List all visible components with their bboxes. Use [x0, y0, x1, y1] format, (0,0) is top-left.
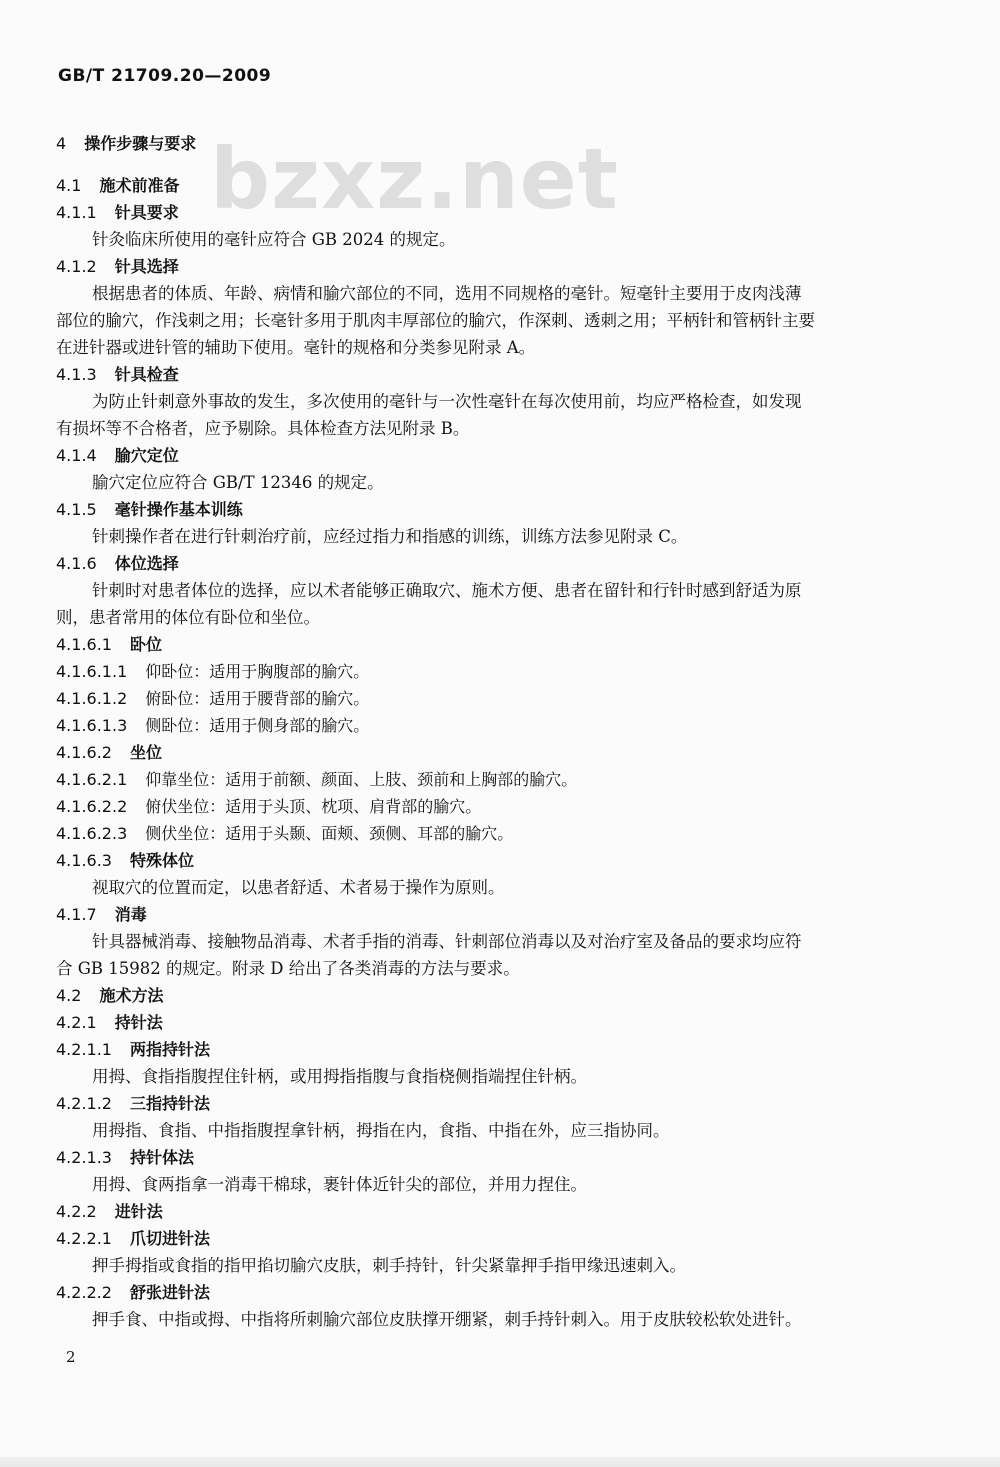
- paragraph-line: 针灸临床所使用的毫针应符合 GB 2024 的规定。: [92, 230, 456, 249]
- item-text: 俯卧位：适用于腰背部的腧穴。: [145, 689, 370, 708]
- paragraph-line: 针具器械消毒、接触物品消毒、术者手指的消毒、针刺部位消毒以及对治疗室及备品的要求均应符: [92, 932, 802, 951]
- section-heading-4-2-1-3: [56, 1145, 942, 1171]
- section-number: 4.2: [56, 986, 82, 1005]
- section-number: 4.1: [56, 176, 82, 195]
- section-number: 4.2.2.2: [56, 1283, 112, 1302]
- section-title: 针具要求: [114, 203, 179, 222]
- list-item: [56, 713, 942, 739]
- page-number: 2: [66, 1348, 76, 1366]
- section-number: 4.2.1.2: [56, 1094, 112, 1113]
- paragraph-line: 针刺操作者在进行针刺治疗前，应经过指力和指感的训练，训练方法参见附录 C。: [92, 527, 688, 546]
- section-title: 腧穴定位: [114, 446, 179, 465]
- paragraph-line: 腧穴定位应符合 GB/T 12346 的规定。: [92, 473, 384, 492]
- list-item: [56, 767, 942, 793]
- list-item: [56, 686, 942, 712]
- item-text: 侧卧位：适用于侧身部的腧穴。: [145, 716, 370, 735]
- paragraph-line: 押手食、中指或拇、中指将所刺腧穴部位皮肤撑开绷紧，刺手持针刺入。用于皮肤较松软处进针。: [92, 1310, 802, 1329]
- paragraph-line: 部位的腧穴，作浅刺之用；长毫针多用于肌肉丰厚部位的腧穴，作深刺、透刺之用；平柄针和管柄针主要: [56, 311, 815, 330]
- list-item: [56, 794, 942, 820]
- section-number: 4.2.2.1: [56, 1229, 112, 1248]
- section-title: 持针法: [114, 1013, 163, 1032]
- section-number: 4.1.6.1: [56, 635, 112, 654]
- paragraph-line: 则，患者常用的体位有卧位和坐位。: [56, 608, 320, 627]
- paragraph-line: 有损坏等不合格者，应予剔除。具体检查方法见附录 B。: [56, 419, 470, 438]
- section-heading-4-1-6-1: [56, 632, 942, 658]
- item-number: 4.1.6.2.1: [56, 770, 128, 789]
- section-title: 特殊体位: [129, 851, 194, 870]
- section-number: 4.1.4: [56, 446, 97, 465]
- section-title: 施术前准备: [99, 176, 180, 195]
- item-text: 仰卧位：适用于胸腹部的腧穴。: [145, 662, 370, 681]
- paragraph-line: 为防止针刺意外事故的发生，多次使用的毫针与一次性毫针在每次使用前，均应严格检查，如发现: [92, 392, 802, 411]
- section-number: 4.2.1.1: [56, 1040, 112, 1059]
- section-title: 卧位: [129, 635, 162, 654]
- list-item: [56, 659, 942, 685]
- section-title: 爪切进针法: [129, 1229, 210, 1248]
- section-title: 三指持针法: [129, 1094, 210, 1113]
- section-number: 4.1.6: [56, 554, 97, 573]
- section-title: 坐位: [129, 743, 162, 762]
- section-heading-4-1-2: [56, 254, 942, 280]
- item-number: 4.1.6.2.2: [56, 797, 128, 816]
- paragraph-line: 在进针器或进针管的辅助下使用。毫针的规格和分类参见附录 A。: [56, 338, 536, 357]
- section-title: 舒张进针法: [129, 1283, 210, 1302]
- section-title: 施术方法: [99, 986, 164, 1005]
- section-number: 4.1.3: [56, 365, 97, 384]
- section-heading-4-1-6: [56, 551, 942, 577]
- paragraph-line: 用拇、食两指拿一消毒干棉球，裹针体近针尖的部位，并用力捏住。: [92, 1175, 587, 1194]
- section-heading-4-1-3: [56, 362, 942, 388]
- section-heading-4-1-5: [56, 497, 942, 523]
- paragraph-line: 押手拇指或食指的指甲掐切腧穴皮肤，刺手持针，针尖紧靠押手指甲缘迅速刺入。: [92, 1256, 686, 1275]
- item-number: 4.1.6.1.1: [56, 662, 128, 681]
- section-heading-4-2-2-2: [56, 1280, 942, 1306]
- paragraph-line: 视取穴的位置而定，以患者舒适、术者易于操作为原则。: [92, 878, 505, 897]
- section-title: 进针法: [114, 1202, 163, 1221]
- page-bottom-edge: [0, 1457, 1000, 1467]
- section-heading-4-2-2: [56, 1199, 942, 1225]
- section-heading-4-1-1: [56, 200, 942, 226]
- section-heading-4-1-4: [56, 443, 942, 469]
- paragraph-line: 合 GB 15982 的规定。附录 D 给出了各类消毒的方法与要求。: [56, 959, 520, 978]
- section-number: 4.1.6.2: [56, 743, 112, 762]
- section-heading-4-2-1-1: [56, 1037, 942, 1063]
- list-item: [56, 821, 942, 847]
- section-number: 4: [56, 134, 67, 153]
- section-title: 两指持针法: [129, 1040, 210, 1059]
- section-title: 针具检查: [114, 365, 179, 384]
- section-title: 毫针操作基本训练: [114, 500, 243, 519]
- section-number: 4.1.7: [56, 905, 97, 924]
- section-title: 体位选择: [114, 554, 179, 573]
- item-text: 俯伏坐位：适用于头顶、枕项、肩背部的腧穴。: [145, 797, 482, 816]
- section-heading-4-1-6-3: [56, 848, 942, 874]
- paragraph-line: 用拇、食指指腹捏住针柄，或用拇指指腹与食指桡侧指端捏住针柄。: [92, 1067, 587, 1086]
- paragraph-line: 根据患者的体质、年龄、病情和腧穴部位的不同，选用不同规格的毫针。短毫针主要用于皮肉浅薄: [92, 284, 802, 303]
- item-number: 4.1.6.2.3: [56, 824, 128, 843]
- section-heading-4-1: [56, 173, 942, 199]
- section-number: 4.2.1.3: [56, 1148, 112, 1167]
- section-number: 4.1.2: [56, 257, 97, 276]
- watermark: bzxz.net: [210, 130, 619, 228]
- section-number: 4.1.1: [56, 203, 97, 222]
- item-text: 侧伏坐位：适用于头颞、面颊、颈侧、耳部的腧穴。: [145, 824, 514, 843]
- section-number: 4.1.6.3: [56, 851, 112, 870]
- section-number: 4.2.2: [56, 1202, 97, 1221]
- item-number: 4.1.6.1.2: [56, 689, 128, 708]
- section-title: 操作步骤与要求: [84, 134, 197, 153]
- section-heading-4-1-6-2: [56, 740, 942, 766]
- section-heading-4: [56, 131, 942, 157]
- paragraph-line: 用拇指、食指、中指指腹捏拿针柄，拇指在内，食指、中指在外，应三指协同。: [92, 1121, 670, 1140]
- section-heading-4-2-1: [56, 1010, 942, 1036]
- item-text: 仰靠坐位：适用于前额、颜面、上肢、颈前和上胸部的腧穴。: [145, 770, 578, 789]
- section-number: 4.1.5: [56, 500, 97, 519]
- section-heading-4-2: [56, 983, 942, 1009]
- section-heading-4-1-7: [56, 902, 942, 928]
- section-number: 4.2.1: [56, 1013, 97, 1032]
- section-title: 消毒: [114, 905, 147, 924]
- section-title: 持针体法: [129, 1148, 194, 1167]
- document-code-header: GB/T 21709.20—2009: [58, 66, 272, 86]
- section-heading-4-2-2-1: [56, 1226, 942, 1252]
- paragraph-line: 针刺时对患者体位的选择，应以术者能够正确取穴、施术方便、患者在留针和行针时感到舒适为原: [92, 581, 802, 600]
- item-number: 4.1.6.1.3: [56, 716, 128, 735]
- section-heading-4-2-1-2: [56, 1091, 942, 1117]
- section-title: 针具选择: [114, 257, 179, 276]
